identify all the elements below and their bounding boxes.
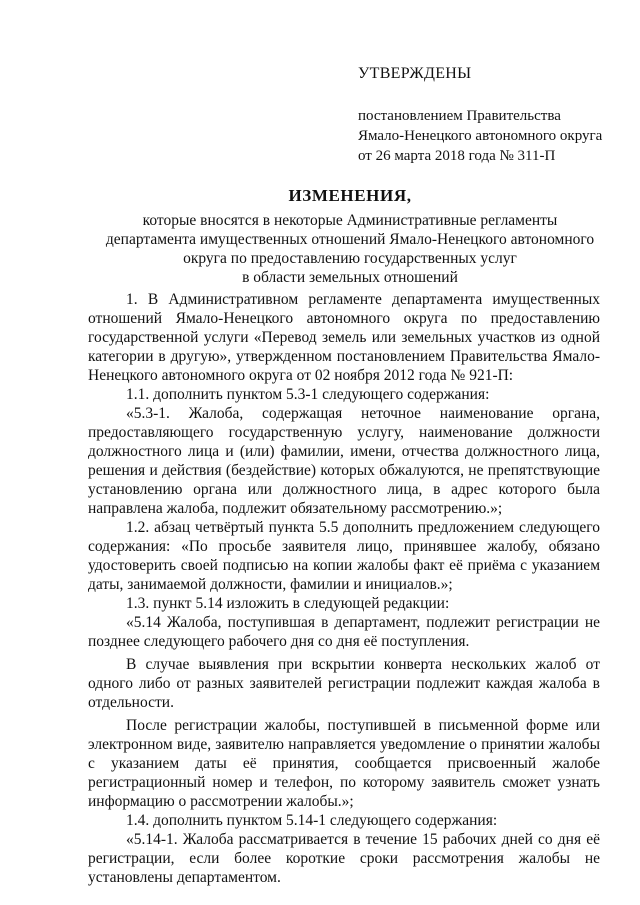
- paragraph: 1. В Административном регламенте департамента имущественных отношений Ямало-Ненецкого автономного округа по предоставлению государственной услуги «Перевод земель или земельных участков из одной категории в другую», утвержденном постановлением Правительства Ямало-Ненецкого автономного округа от 02 ноября 2012 года № 921-П:: [88, 291, 600, 384]
- paragraph: 1.4. дополнить пунктом 5.14-1 следующего содержания:: [126, 812, 498, 829]
- document-body: [88, 290, 600, 887]
- title-line: в области земельных отношений: [242, 269, 458, 286]
- paragraph: «5.14-1. Жалоба рассматривается в течение 15 рабочих дней со дня её регистрации, если более короткие сроки рассмотрения жалобы не установлены департаментом.: [88, 831, 600, 886]
- paragraph: В случае выявления при вскрытии конверта нескольких жалоб от одного либо от разных заявителей регистрации подлежит каждая жалоба в отдельности.: [88, 656, 600, 711]
- title-line: департамента имущественных отношений Ямало-Ненецкого автономного: [105, 231, 595, 248]
- paragraph: «5.3-1. Жалоба, содержащая неточное наименование органа, предоставляющего государственную услугу, наименование должности должностного лица и (или) фамилии, имени, отчества должностного лица, решения и действия (бездействие) которых обжалуются, не препятствующие установлению органа или должностного лица, в адрес которого была направлена жалоба, подлежит обязательному рассмотрению.»;: [88, 405, 600, 517]
- approval-stamp: [358, 64, 618, 166]
- paragraph: 1.3. пункт 5.14 изложить в следующей редакции:: [126, 595, 450, 612]
- paragraph: После регистрации жалобы, поступившей в письменной форме или электронном виде, заявителю направляется уведомление о принятии жалобы с указанием даты её принятия, сообщается присвоенный жалобе регистрационный номер и телефон, по которому заявитель сможет узнать информацию о рассмотрении жалобы.»;: [88, 717, 600, 810]
- approval-line: постановлением Правительства: [358, 108, 561, 124]
- title-line: которые вносятся в некоторые Административные регламенты: [142, 212, 558, 229]
- approval-line: от 26 марта 2018 года № 311-П: [358, 148, 556, 164]
- paragraph: 1.2. абзац четвёртый пункта 5.5 дополнить предложением следующего содержания: «По просьбе заявителя лицо, принявшее жалобу, обязано удостоверить своей подписью на копии жалобы факт её приёма с указанием даты, занимаемой должности, фамилии и инициалов.»;: [88, 519, 600, 593]
- document-title: [100, 186, 600, 287]
- approval-heading: УТВЕРЖДЕНЫ: [358, 65, 472, 82]
- title-main: ИЗМЕНЕНИЯ,: [288, 186, 412, 205]
- title-line: округа по предоставлению государственных услуг: [183, 250, 517, 267]
- approval-line: Ямало-Ненецкого автономного округа: [358, 128, 603, 144]
- paragraph: 1.1. дополнить пунктом 5.3-1 следующего содержания:: [126, 386, 490, 403]
- paragraph: «5.14 Жалоба, поступившая в департамент, подлежит регистрации не позднее следующего рабочего дня со дня её поступления.: [88, 614, 600, 650]
